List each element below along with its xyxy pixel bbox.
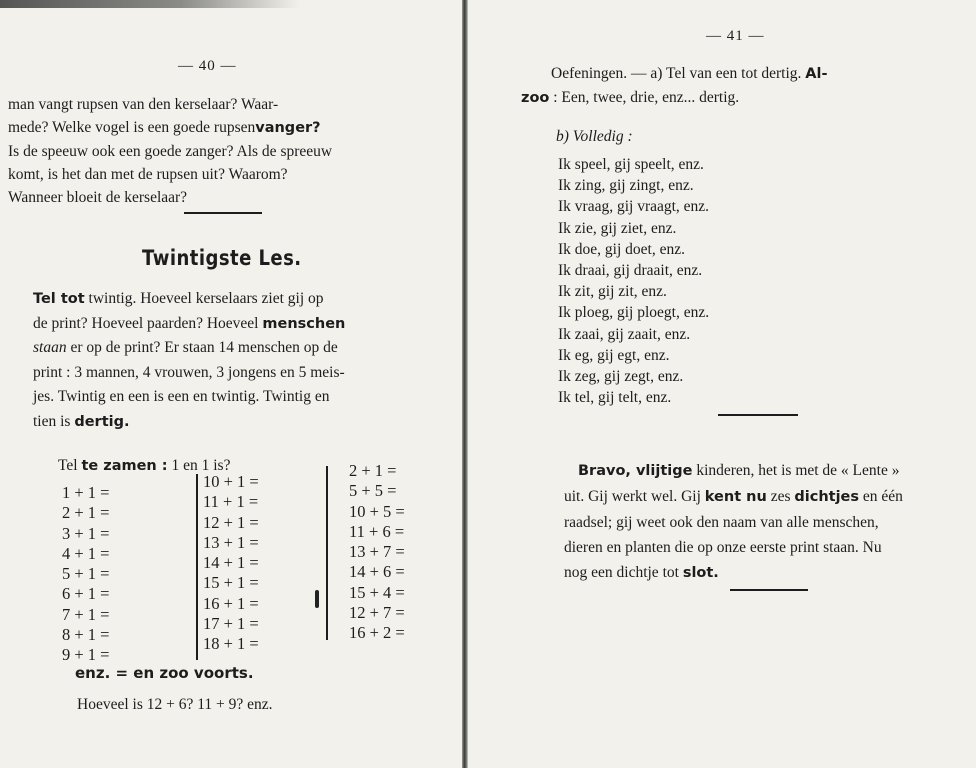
lesson-line: Tel tot twintig. Hoeveel kerselaars ziet gij op — [33, 290, 324, 307]
page-number-41: — 41 — — [706, 28, 765, 44]
sums-column-2 — [203, 472, 259, 655]
sum-item: 14 + 6 = — [349, 562, 405, 582]
sum-item: 2 + 1 = — [349, 461, 397, 480]
verb-item: Ik zeg, gij zegt, enz. — [558, 367, 684, 385]
verb-item: Ik doe, gij doet, enz. — [558, 240, 685, 258]
sum-item: 7 + 1 = — [62, 604, 110, 624]
sub-heading: b) Volledig : — [556, 128, 633, 145]
column-separator — [326, 466, 328, 640]
sum-item: 1 + 1 = — [62, 483, 110, 502]
closing-line: Bravo, vlijtige kinderen, het is met de « Lente » — [578, 462, 900, 479]
intro-line: komt, is het dan met de rupsen uit? Waarom? — [8, 166, 288, 183]
intro-line: mede? Welke vogel is een goede rupsenvanger? — [8, 119, 321, 136]
final-question: Hoeveel is 12 + 6? 11 + 9? enz. — [77, 696, 273, 713]
exercises-line: zoo : Een, twee, drie, enz... dertig. — [521, 89, 740, 106]
closing-line: nog een dichtje tot slot. — [564, 564, 719, 581]
verb-item: Ik zie, gij ziet, enz. — [558, 219, 677, 237]
verb-item: Ik zaai, gij zaait, enz. — [558, 325, 691, 343]
exercises-heading — [521, 62, 828, 110]
left-page — [0, 0, 460, 768]
intro-line: Wanneer bloeit de kerselaar? — [8, 189, 188, 206]
section-divider — [730, 589, 808, 591]
enz-line: enz. = en zoo voorts. — [75, 664, 254, 682]
closing-paragraph — [564, 458, 903, 586]
sum-item: 16 + 1 = — [203, 593, 259, 613]
sum-item: 2 + 1 = — [62, 503, 110, 523]
book-gutter — [462, 0, 468, 768]
sum-item: 3 + 1 = — [62, 523, 110, 543]
sum-item: 13 + 7 = — [349, 542, 405, 562]
verb-item: Ik eg, gij egt, enz. — [558, 346, 670, 364]
verb-list — [558, 154, 709, 408]
verb-item: Ik speel, gij speelt, enz. — [558, 156, 704, 173]
sum-item: 11 + 1 = — [203, 492, 259, 512]
intro-line: Is de speeuw ook een goede zanger? Als de spreeuw — [8, 143, 333, 160]
sum-item: 4 + 1 = — [62, 543, 110, 563]
column-separator — [196, 474, 198, 660]
section-divider — [184, 212, 262, 214]
sum-item: 5 + 5 = — [349, 481, 397, 501]
lesson-line: staan er op de print? Er staan 14 menschen op de — [33, 339, 338, 356]
lesson-line: print : 3 mannen, 4 vrouwen, 3 jongens en 5 meis- — [33, 363, 345, 381]
lesson-title: Twintigste Les. — [142, 246, 302, 270]
section-divider — [718, 414, 798, 416]
sums-column-3 — [349, 461, 405, 644]
verb-item: Ik ploeg, gij ploegt, enz. — [558, 304, 710, 322]
verb-item: Ik draai, gij draait, enz. — [558, 261, 703, 279]
ink-smudge — [315, 590, 319, 608]
intro-line: man vangt rupsen van den kerselaar? Waar- — [8, 96, 279, 113]
sum-item: 6 + 1 = — [62, 584, 110, 604]
sum-item: 15 + 1 = — [203, 573, 259, 593]
sums-heading: Tel te zamen : 1 en 1 is? — [58, 457, 231, 474]
lesson-line: tien is dertig. — [33, 412, 130, 430]
verb-item: Ik vraag, gij vraagt, enz. — [558, 198, 710, 216]
sum-item: 13 + 1 = — [203, 532, 259, 552]
sum-item: 16 + 2 = — [349, 623, 405, 643]
sum-item: 8 + 1 = — [62, 625, 110, 645]
sum-item: 9 + 1 = — [62, 645, 110, 665]
sum-item: 18 + 1 = — [203, 634, 259, 654]
sum-item: 5 + 1 = — [62, 564, 110, 584]
sum-item: 15 + 4 = — [349, 582, 405, 602]
verb-item: Ik zing, gij zingt, enz. — [558, 177, 694, 195]
sum-item: 12 + 1 = — [203, 512, 259, 532]
sum-item: 10 + 1 = — [203, 472, 259, 491]
lesson-paragraph — [33, 287, 345, 434]
verb-item: Ik tel, gij telt, enz. — [558, 389, 672, 407]
closing-line: raadsel; gij weet ook den naam van alle menschen, — [564, 514, 879, 531]
exercises-line: Oefeningen. — a) Tel van een tot dertig. Al- — [551, 65, 828, 82]
sum-item: 11 + 6 = — [349, 521, 405, 541]
sums-column-1 — [62, 483, 110, 666]
lesson-line: jes. Twintig en een is een en twintig. Twintig en — [33, 388, 330, 405]
page-number-40: — 40 — — [178, 58, 237, 74]
sum-item: 17 + 1 = — [203, 614, 259, 634]
sum-item: 14 + 1 = — [203, 553, 259, 573]
intro-paragraph — [8, 93, 332, 209]
right-page — [470, 0, 976, 768]
verb-item: Ik zit, gij zit, enz. — [558, 283, 667, 301]
closing-line: uit. Gij werkt wel. Gij kent nu zes dichtjes en één — [564, 488, 903, 505]
sum-item: 10 + 5 = — [349, 501, 405, 521]
lesson-line: de print? Hoeveel paarden? Hoeveel menschen — [33, 314, 346, 332]
closing-line: dieren en planten die op onze eerste print staan. Nu — [564, 539, 882, 556]
sum-item: 12 + 7 = — [349, 603, 405, 623]
